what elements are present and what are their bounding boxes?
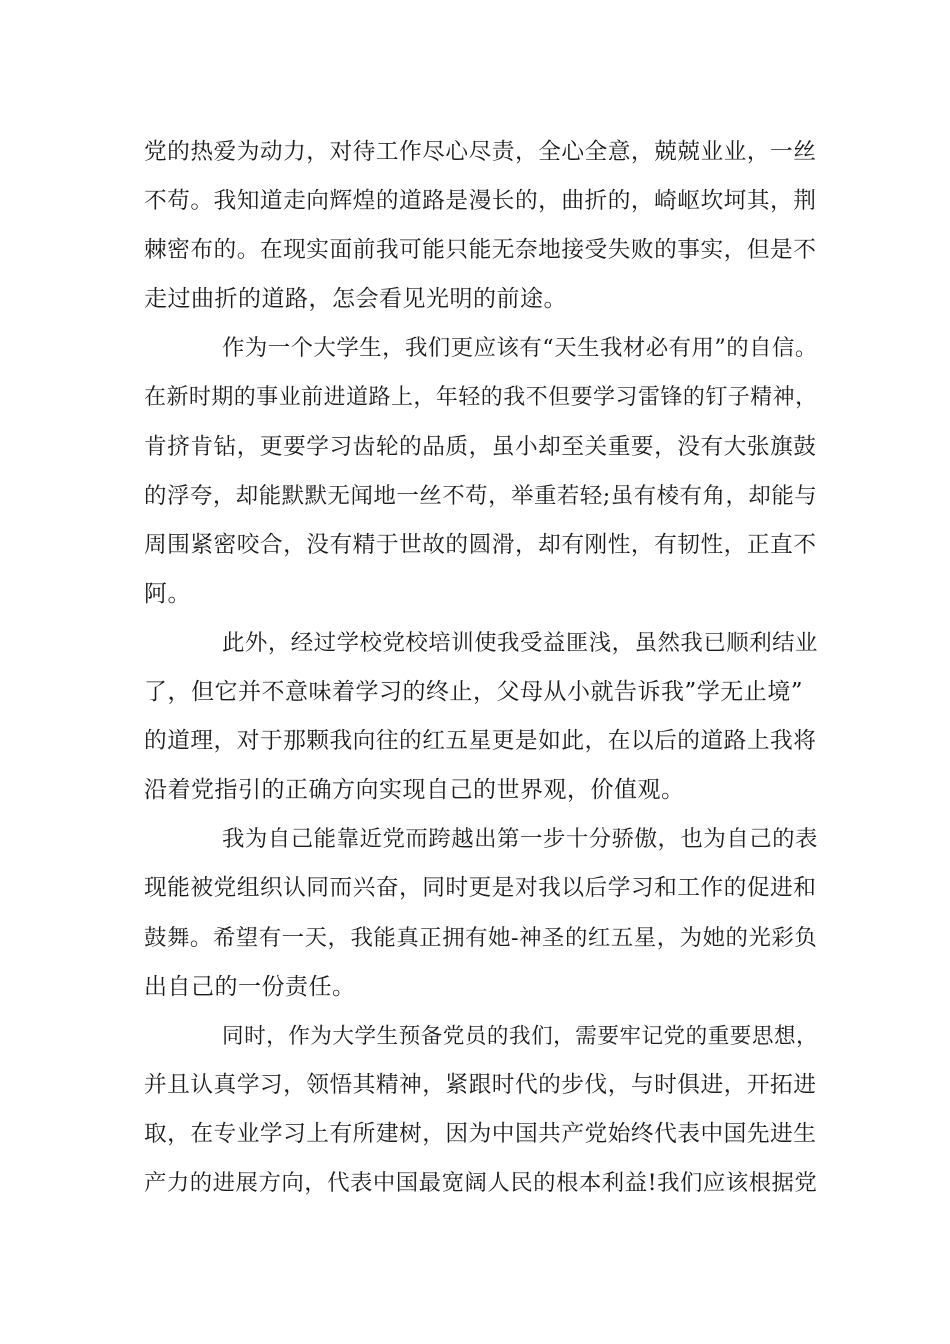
text-line: 产力的进展方向，代表中国最宽阔人民的根本利益!我们应该根据党 [144,1169,818,1196]
text-line: 取，在专业学习上有所建树，因为中国共产党始终代表中国先进生 [144,1120,817,1147]
text-line: 了，但它并不意味着学习的终止，父母从小就告诉我”学无止境” [144,679,804,706]
text-line: 周围紧密咬合，没有精于世故的圆滑，却有刚性，有韧性，正直不 [144,531,817,558]
paragraph-first-line: 同时，作为大学生预备党员的我们，需要牢记党的重要思想， [222,1023,819,1049]
text-line: 在新时期的事业前进道路上，年轻的我不但要学习雷锋的钉子精神， [144,385,818,411]
text-line: 沿着党指引的正确方向实现自己的世界观，价值观。 [144,777,685,804]
text-line: 的浮夸，却能默默无闻地一丝不苟，举重若轻;虽有棱有角，却能与 [144,482,818,509]
text-line: 阿。 [144,580,191,607]
text-line: 鼓舞。希望有一天，我能真正拥有她-神圣的红五星，为她的光彩负 [144,924,818,951]
paragraph-first-line: 作为一个大学生，我们更应该有“天生我材必有用”的自信。 [222,335,818,362]
paragraph-first-line: 我为自己能靠近党而跨越出第一步十分骄傲，也为自己的表 [222,826,818,853]
text-line: 走过曲折的道路，怎会看见光明的前途。 [144,286,567,313]
text-line: 现能被党组织认同而兴奋，同时更是对我以后学习和工作的促进和 [144,875,817,902]
document-body [144,128,824,1208]
text-line: 肯挤肯钻，更要学习齿轮的品质，虽小却至关重要，没有大张旗鼓 [144,433,817,460]
text-line: 不苟。我知道走向辉煌的道路是漫长的，曲折的，崎岖坎坷其，荆 [144,188,817,215]
text-line: 并且认真学习，领悟其精神，紧跟时代的步伐，与时俱进，开拓进 [144,1071,817,1098]
text-line: 出自己的一份责任。 [144,973,356,1000]
text-line: 棘密布的。在现实面前我可能只能无奈地接受失败的事实，但是不 [144,237,817,264]
text-line: 的道理，对于那颗我向往的红五星更是如此，在以后的道路上我将 [144,728,817,755]
paragraph-first-line: 此外，经过学校党校培训使我受益匪浅，虽然我已顺利结业 [222,629,818,656]
text-line: 党的热爱为动力，对待工作尽心尽责，全心全意，兢兢业业，一丝 [144,139,817,165]
